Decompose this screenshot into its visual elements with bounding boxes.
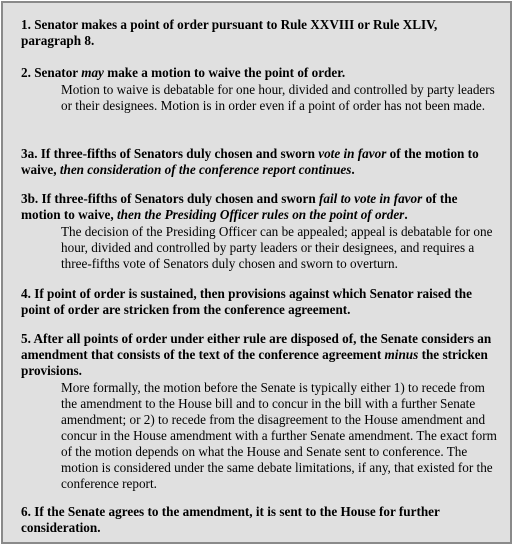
step-3a: [21, 146, 500, 178]
step-3b-heading: 3b. If three-fifths of Senators duly chosen and sworn fail to vote in favor of the motion to waive, then the Presiding Officer rules on the point of order.: [21, 191, 458, 222]
step-6-heading: 6. If the Senate agrees to the amendment, it is sent to the House for further consideration.: [21, 504, 440, 535]
procedure-panel: [1, 1, 512, 544]
step-5-detail: More formally, the motion before the Senate is typically either 1) to recede from the amendment to the House bill and to concur in the bill with a further Senate amendment; or 2) to recede from the disagreement to the House amendment and concur in the House amendment with a further Senate amendment. The exact form of the motion depends on what the House and Senate sent to conference. The motion is considered under the same debate limitations, if any, that existed for the conference report.: [61, 380, 497, 491]
step-5-heading: 5. After all points of order under either rule are disposed of, the Senate considers an amendment that consists of the text of the conference agreement minus the stricken provisions.: [21, 331, 492, 378]
step-5: [21, 331, 500, 492]
step-1-heading: 1. Senator makes a point of order pursuant to Rule XXVIII or Rule XLIV, paragraph 8.: [21, 17, 438, 48]
step-6: [21, 504, 500, 536]
step-4: [21, 286, 500, 318]
step-1: [21, 17, 500, 49]
step-2-detail: Motion to waive is debatable for one hour, divided and controlled by party leaders or their designees. Motion is in order even if a point of order has not been made.: [61, 82, 495, 113]
step-2-heading: 2. Senator may make a motion to waive the point of order.: [21, 65, 346, 80]
step-3a-heading: 3a. If three-fifths of Senators duly chosen and sworn vote in favor of the motion to waive, then consideration of the conference report continues.: [21, 146, 479, 177]
step-4-heading: 4. If point of order is sustained, then provisions against which Senator raised the point of order are stricken from the conference agreement.: [21, 286, 472, 317]
step-3b-detail: The decision of the Presiding Officer can be appealed; appeal is debatable for one hour, divided and controlled by party leaders or their designees, and requires a three-fifths vote of Senators duly chosen and sworn to overturn.: [61, 224, 493, 271]
step-3b: [21, 191, 500, 272]
step-2: [21, 65, 500, 114]
